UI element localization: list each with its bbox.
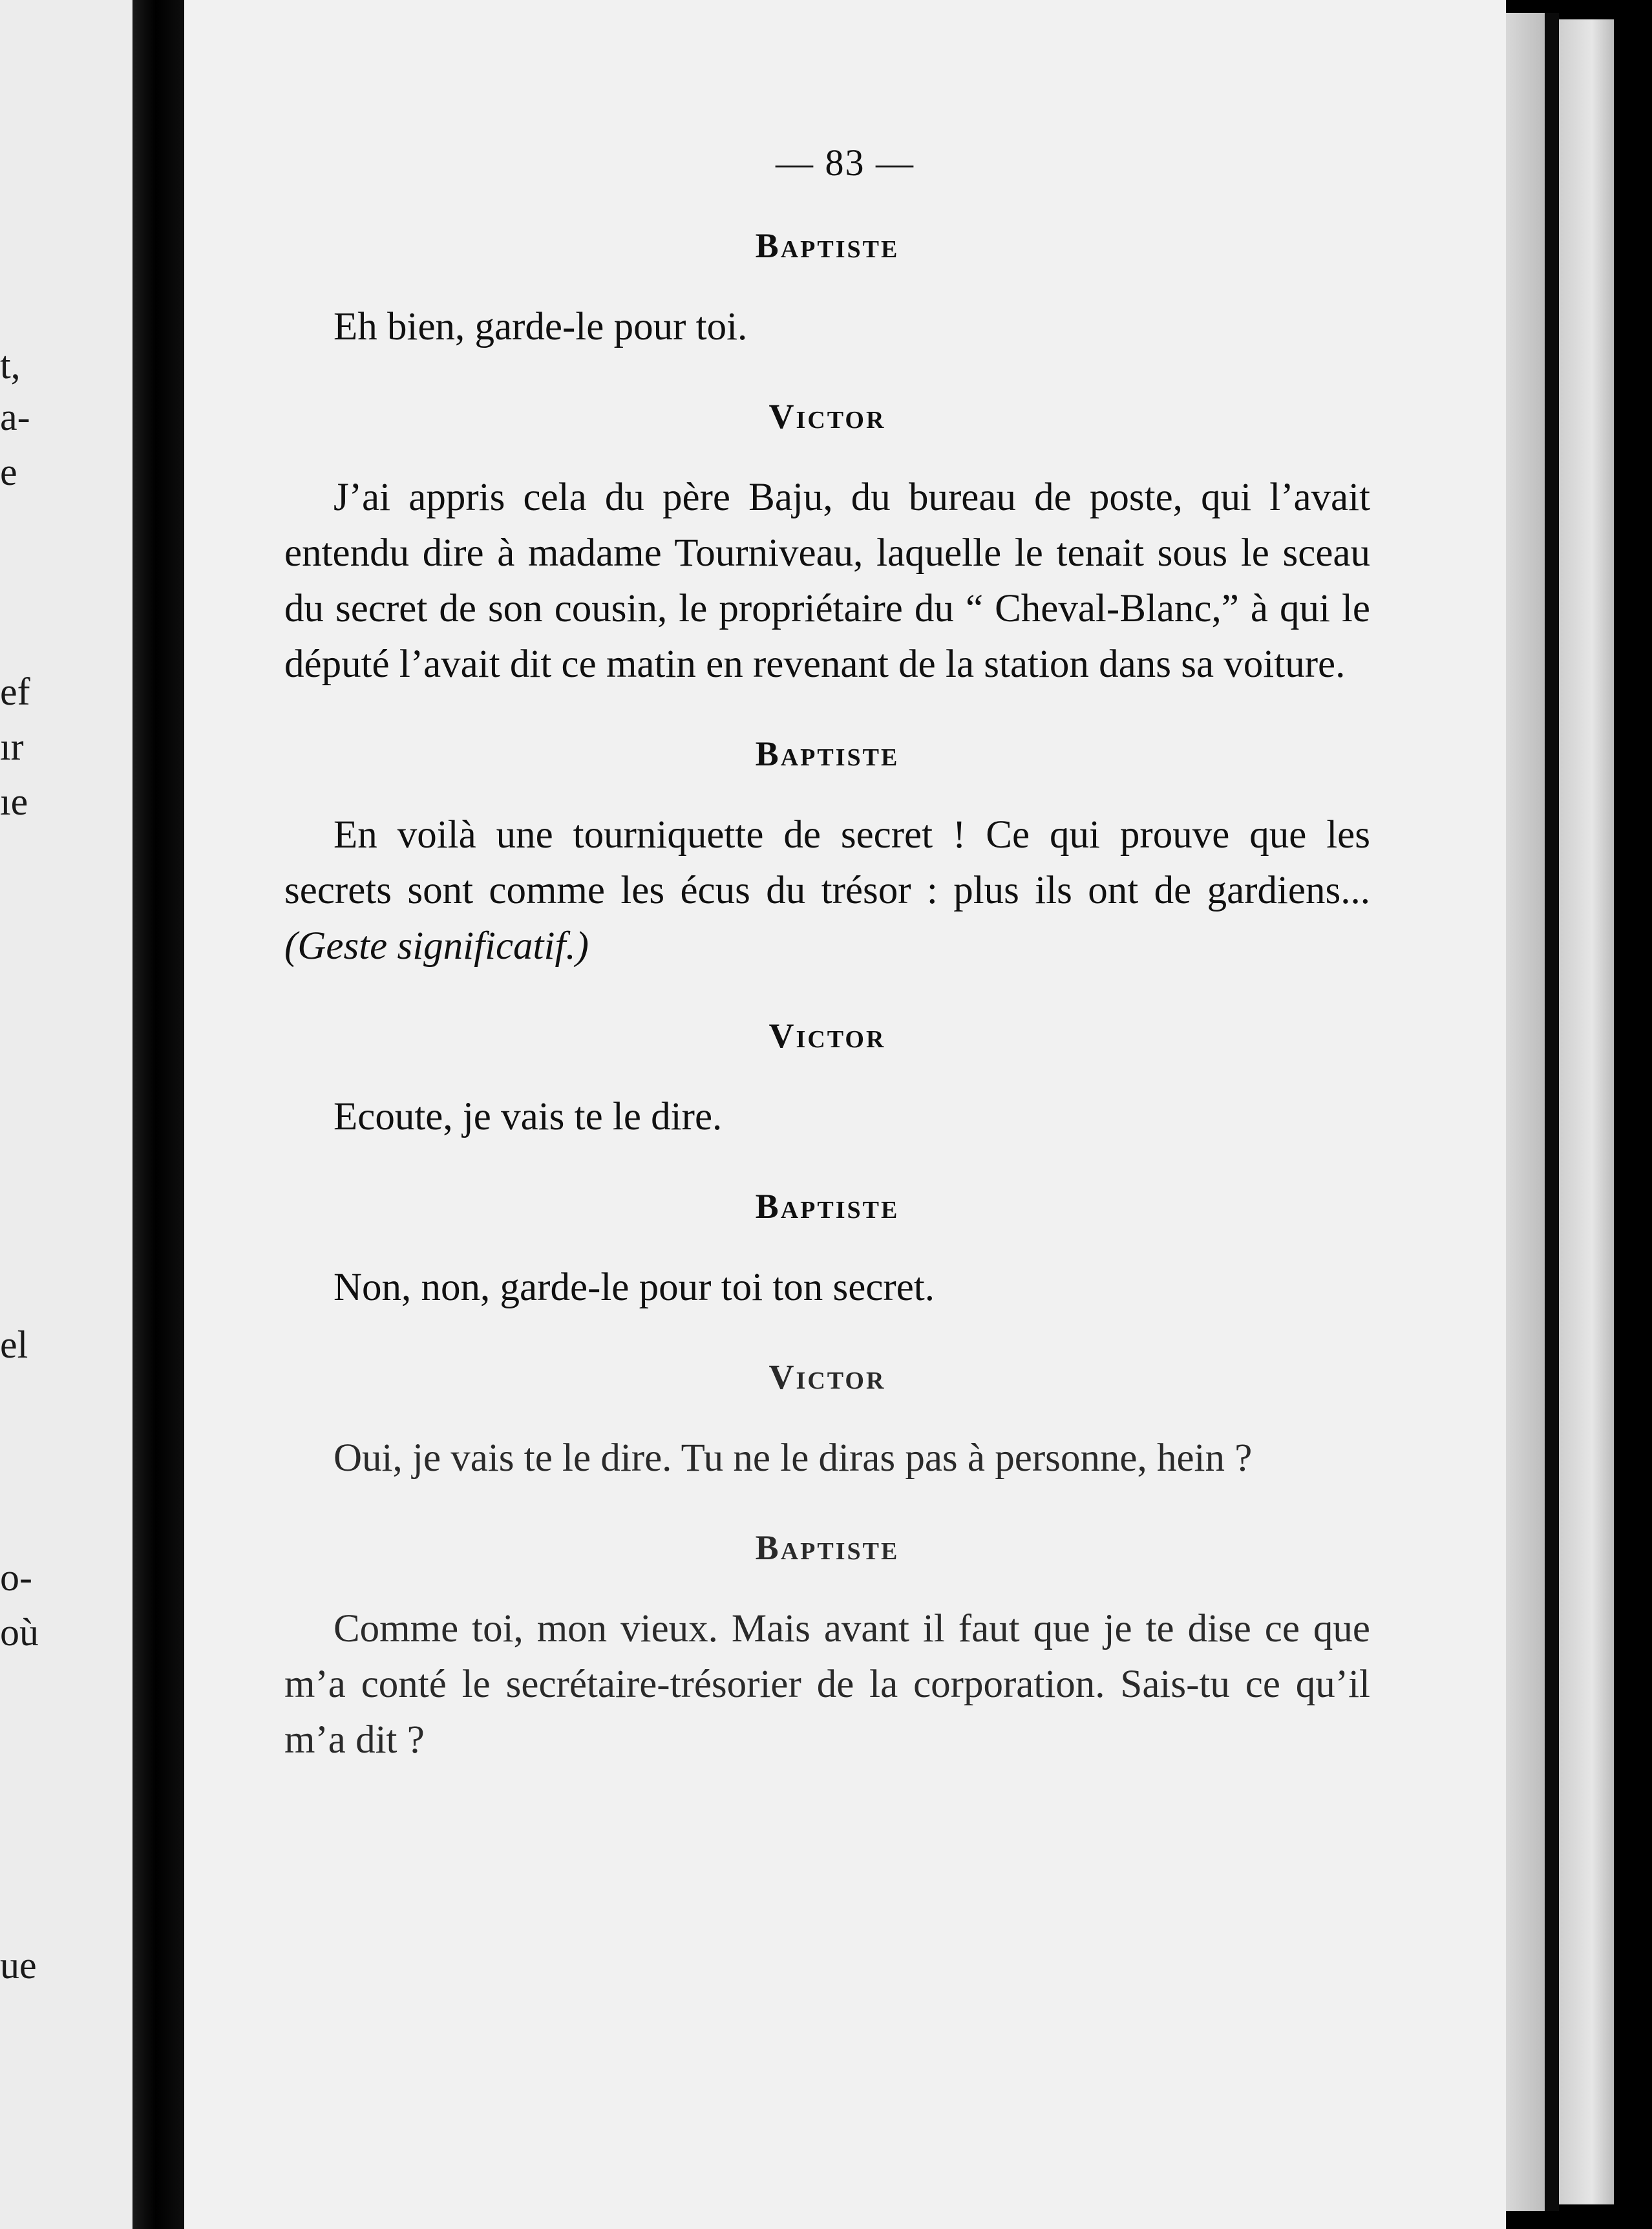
left-page-fragment: o- (0, 1556, 32, 1599)
left-page-fragment: ef (0, 670, 30, 713)
speech-text: J’ai appris cela du père Baju, du bureau de poste, qui l’avait entendu dire à madame Tourniveau, laquelle le tenait sous le sceau du secret de son cousin, le propriétaire du “ Cheval-Blanc,” à qui le député l’avait dit ce matin en revenant de la station dans sa voiture. (284, 476, 1370, 686)
left-page-fragment: ır (0, 725, 24, 768)
speaker-name: Victor (768, 1358, 886, 1396)
speech-text: Eh bien, garde-le pour toi. (334, 305, 748, 348)
speech-text-main: En voilà une tourniquette de secret ! Ce qui prouve que les secrets sont comme les écus du trésor : plus ils ont de gardiens... (284, 813, 1370, 912)
speech-text: Comme toi, mon vieux. Mais avant il faut que je te dise ce que m’a conté le secrétaire-trésorier de la corporation. Sais-tu ce qu’il m’a dit ? (284, 1607, 1370, 1762)
speech-text (284, 807, 1370, 974)
left-page-fragment: t, (0, 344, 21, 387)
page-number: — 83 — (776, 142, 915, 184)
page-edge (1506, 13, 1545, 2211)
speech-text: Non, non, garde-le pour toi ton secret. (334, 1266, 935, 1309)
speaker-name: Victor (768, 397, 886, 436)
speaker-name: Baptiste (755, 1187, 900, 1226)
stage-direction: (Geste significatif.) (284, 924, 589, 968)
speech-text: Ecoute, je vais te le dire. (334, 1095, 723, 1138)
page-edge-shadow (1545, 13, 1559, 2211)
left-page-fragment: ıe (0, 780, 28, 823)
left-page-fragment: el (0, 1323, 28, 1366)
speaker-name: Baptiste (755, 226, 900, 265)
page-edge (1559, 19, 1614, 2204)
speaker-name: Victor (768, 1016, 886, 1055)
scan-border (1614, 0, 1652, 2229)
left-page-fragment: a- (0, 396, 30, 438)
left-facing-page (0, 0, 139, 2229)
speech-text: Oui, je vais te le dire. Tu ne le diras pas à personne, hein ? (334, 1436, 1253, 1480)
book-gutter-shadow (132, 0, 191, 2229)
dialogue-body (284, 223, 1370, 1768)
speaker-name: Baptiste (755, 1528, 900, 1567)
left-page-fragment: où (0, 1611, 39, 1654)
left-page-fragment: e (0, 451, 17, 493)
left-page-fragment: ue (0, 1944, 37, 1987)
speaker-name: Baptiste (755, 734, 900, 773)
